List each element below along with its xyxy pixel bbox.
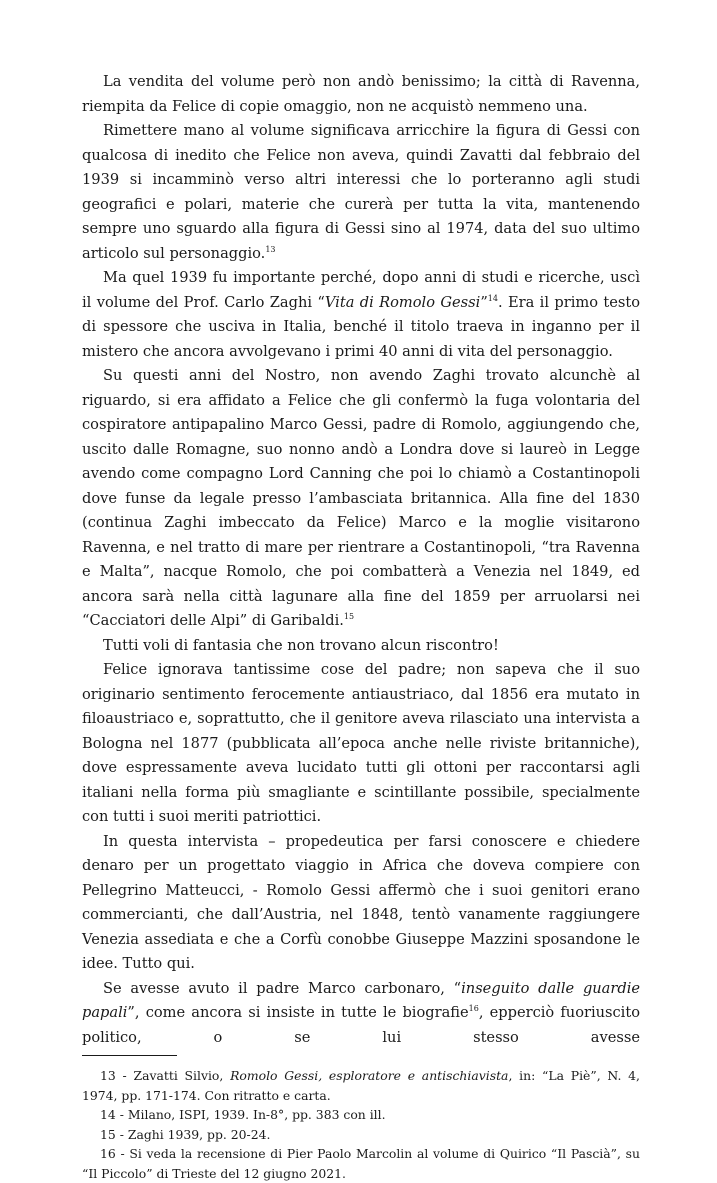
footnote: 14 - Milano, ISPI, 1939. In-8°, pp. 383 con ill. xyxy=(100,1107,386,1122)
paragraph: In questa intervista – propedeutica per farsi conoscere e chiedere denaro per un progettato viaggio in Africa che doveva compiere con Pellegrino Matteucci, - Romolo Gessi affermò che i suoi genitori erano commercianti, che dall’Austria, nel 1848, tentò vanamente raggiungere Venezia assediata e che a Corfù conobbe Giuseppe Mazzini sposandone le idee. Tutto qui. xyxy=(82,832,640,972)
footnote: 13 - Zavatti Silvio, Romolo Gessi, esploratore e antischiavista, in: “La Piè”, N. 4, 1974, pp. 171-174. Con ritratto e carta. xyxy=(82,1068,640,1103)
page xyxy=(82,70,640,1183)
footnote: 15 - Zaghi 1939, pp. 20-24. xyxy=(100,1126,271,1142)
footnote-ref: 13 xyxy=(265,244,276,254)
cited-title: Romolo Gessi, esploratore e antischiavista xyxy=(230,1068,509,1083)
footnote-ref: 16 xyxy=(468,1004,479,1013)
footnote: 16 - Si veda la recensione di Pier Paolo Marcolin al volume di Quirico “Il Pascià”, su “Il Piccolo” di Trieste del 12 giugno 2021. xyxy=(82,1146,640,1181)
paragraph: Rimettere mano al volume significava arricchire la figura di Gessi con qualcosa di inedito che Felice non aveva, quindi Zavatti dal febbraio del 1939 si incamminò verso altri interessi che lo porteranno agli studi geografici e polari, materie che curerà per tutta la vita, mantenendo sempre uno sguardo alla figura di Gessi sino al 1974, data del suo ultimo articolo sul personaggio.$^{13}$ xyxy=(82,122,640,262)
paragraph: Su questi anni del Nostro, non avendo Zaghi trovato alcunchè al riguardo, si era affidato a Felice che gli confermò la fuga volontaria del cospiratore antipapalino Marco Gessi, padre di Romolo, aggiungendo che, uscito dalle Romagne, suo nonno andò a Londra dove si laureò in Legge avendo come compagno Lord Canning che poi lo chiamò a Costantinopoli dove funse da legale presso l’ambasciata britannica. Alla fine del 1830 (continua Zaghi imbeccato da Felice) Marco e la moglie visitarono Ravenna, e nel tratto di mare per rientrare a Costantinopoli, “tra Ravenna e Malta”, nacque Romolo, che poi combatterà a Venezia nel 1849, ed ancora sarà nella città lagunare alla fine del 1859 per arruolarsi nei “Cacciatori delle Alpi” di Garibaldi.$^{15}$ xyxy=(82,367,640,629)
footnotes xyxy=(82,1066,640,1183)
paragraph: Felice ignorava tantissime cose del padre; non sapeva che il suo originario sentimento ferocemente antiaustriaco, dal 1856 era mutato in filoaustriaco e, soprattutto, che il genitore aveva rilasciato una intervista a Bologna nel 1877 (pubblicata all’epoca anche nelle riviste britanniche), dove espressamente aveva lucidato tutti gli ottoni per raccontarsi agli italiani nella forma più smagliante e scintillante possibile, specialmente con tutti i suoi meriti patriottici. xyxy=(82,661,640,825)
paragraph: La vendita del volume però non andò benissimo; la città di Ravenna, riempita da Felice di copie omaggio, non ne acquistò nemmeno una. xyxy=(82,73,640,115)
paragraph: Tutti voli di fantasia che non trovano alcun riscontro! xyxy=(103,636,499,654)
paragraph: Se avesse avuto il padre Marco carbonaro, “inseguito dalle guardie papali”, come ancora si insiste in tutte le biografie$^{16}$, epperciò fuoriuscito politico, o se lui stesso avesse xyxy=(82,979,641,1046)
paragraph: Ma quel 1939 fu importante perché, dopo anni di studi e ricerche, uscì il volume del Prof. Carlo Zaghi “Vita di Romolo Gessi”$^{14}$. Era il primo testo di spessore che usciva in Italia, benché il titolo traeva in inganno per il mistero che ancora avvolgevano i primi 40 anni di vita del personaggio. xyxy=(82,269,640,360)
footnote-ref: 14 xyxy=(487,293,498,303)
book-title: Vita di Romolo Gessi xyxy=(324,293,481,311)
footnote-ref: 15 xyxy=(343,612,355,621)
quoted-phrase: inseguito dalle guardie papali xyxy=(82,979,641,1021)
footnote-divider xyxy=(82,1055,177,1056)
body-text xyxy=(82,70,640,1050)
